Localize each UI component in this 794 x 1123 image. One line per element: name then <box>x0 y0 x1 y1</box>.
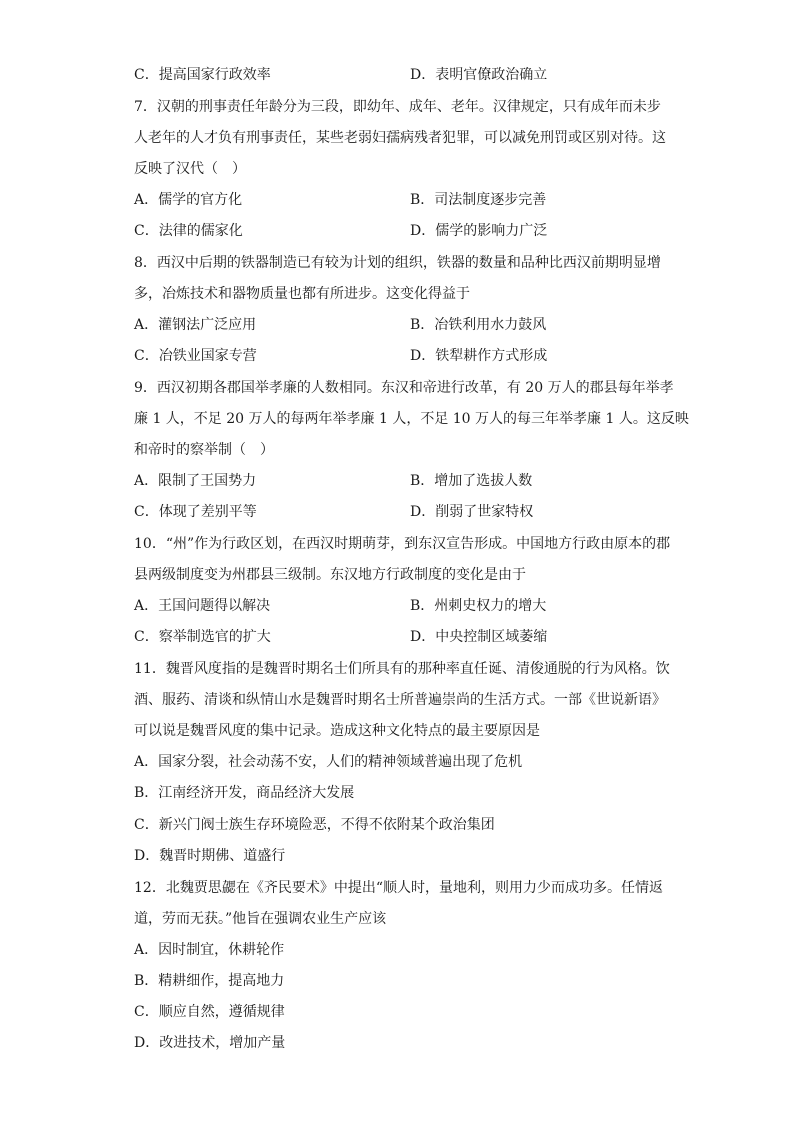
q11-line-1: 11．魏晋风度指的是魏晋时期名士们所具有的那种率直任诞、清俊通脱的行为风格。饮 <box>134 661 670 677</box>
q10-options-ab <box>134 595 694 617</box>
q10-line-2: 县两级制度变为州郡县三级制。东汉地方行政制度的变化是由于 <box>134 567 526 583</box>
q11-option-d[interactable]: D．魏晋时期佛、道盛行 <box>134 848 286 864</box>
q7-option-b[interactable]: B．司法制度逐步完善 <box>410 192 547 208</box>
q6-option-d: D．表明官僚政治确立 <box>410 67 548 83</box>
q9-options-ab <box>134 470 694 492</box>
q11-option-a[interactable]: A．国家分裂，社会动荡不安，人们的精神领域普遍出现了危机 <box>134 754 523 770</box>
q8-option-c[interactable]: C．冶铁业国家专营 <box>134 348 257 364</box>
q12-line-1: 12．北魏贾思勰在《齐民要术》中提出“顺人时，量地利，则用力少而成功多。任情返 <box>134 880 663 896</box>
q12-option-b[interactable]: B．精耕细作，提高地力 <box>134 973 285 989</box>
q12-option-c[interactable]: C．顺应自然，遵循规律 <box>134 1004 285 1020</box>
q7-line-3: 反映了汉代（ ） <box>134 161 246 177</box>
q9-option-d[interactable]: D．削弱了世家特权 <box>410 504 534 520</box>
q10-option-d[interactable]: D．中央控制区域萎缩 <box>410 629 548 645</box>
q8-option-d[interactable]: D．铁犁耕作方式形成 <box>410 348 548 364</box>
q10-option-b[interactable]: B．州刺史权力的增大 <box>410 598 547 614</box>
q7-options-ab <box>134 189 694 211</box>
q11-line-3: 可以说是魏晋风度的集中记录。造成这种文化特点的最主要原因是 <box>134 723 540 739</box>
q6-options-cd <box>134 64 694 86</box>
q8-options-ab <box>134 314 694 336</box>
q8-option-b[interactable]: B．冶铁利用水力鼓风 <box>410 317 547 333</box>
q8-line-1: 8．西汉中后期的铁器制造已有较为计划的组织，铁器的数量和品种比西汉前期明显增 <box>134 255 661 271</box>
q9-line-2: 廉 1 人，不足 20 万人的每两年举孝廉 1 人，不足 10 万人的每三年举孝廉 1 人。这反映 <box>134 411 689 427</box>
q11-option-b[interactable]: B．江南经济开发，商品经济大发展 <box>134 785 355 801</box>
q7-option-a[interactable]: A．儒学的官方化 <box>134 192 243 208</box>
q9-options-cd <box>134 501 694 523</box>
q9-line-1: 9．西汉初期各郡国举孝廉的人数相同。东汉和帝进行改革，有 20 万人的郡县每年举孝 <box>134 380 674 396</box>
q9-line-3: 和帝时的察举制（ ） <box>134 442 274 458</box>
q8-options-cd <box>134 345 694 367</box>
q7-option-d[interactable]: D．儒学的影响力广泛 <box>410 223 548 239</box>
q11-line-2: 酒、服药、清谈和纵情山水是魏晋时期名士所普遍崇尚的生活方式。一部《世说新语》 <box>134 692 666 708</box>
q12-option-d[interactable]: D．改进技术，增加产量 <box>134 1035 286 1051</box>
q7-options-cd <box>134 220 694 242</box>
q11-option-c[interactable]: C．新兴门阀士族生存环境险恶，不得不依附某个政治集团 <box>134 817 495 833</box>
q7-line-1: 7．汉朝的刑事责任年龄分为三段，即幼年、成年、老年。汉律规定，只有成年而未步 <box>134 99 661 115</box>
q9-option-b[interactable]: B．增加了选拔人数 <box>410 473 533 489</box>
q12-line-2: 道，劳而无获。”他旨在强调农业生产应该 <box>134 911 387 927</box>
q10-line-1: 10．“州”作为行政区划，在西汉时期萌芽，到东汉宣告形成。中国地方行政由原本的郡 <box>134 536 671 552</box>
q10-options-cd <box>134 626 694 648</box>
q7-line-2: 人老年的人才负有刑事责任，某些老弱妇孺病残者犯罪，可以减免刑罚或区别对待。这 <box>134 130 666 146</box>
q12-option-a[interactable]: A．因时制宜，休耕轮作 <box>134 942 285 958</box>
q9-option-c[interactable]: C．体现了差别平等 <box>134 504 257 520</box>
q8-option-a[interactable]: A．灌钢法广泛应用 <box>134 317 257 333</box>
q10-option-c[interactable]: C．察举制选官的扩大 <box>134 629 271 645</box>
q10-option-a[interactable]: A．王国问题得以解决 <box>134 598 271 614</box>
q7-option-c[interactable]: C．法律的儒家化 <box>134 223 243 239</box>
q8-line-2: 多，冶炼技术和器物质量也都有所进步。这变化得益于 <box>134 286 470 302</box>
q9-option-a[interactable]: A．限制了王国势力 <box>134 473 257 489</box>
q6-option-c: C．提高国家行政效率 <box>134 67 271 83</box>
